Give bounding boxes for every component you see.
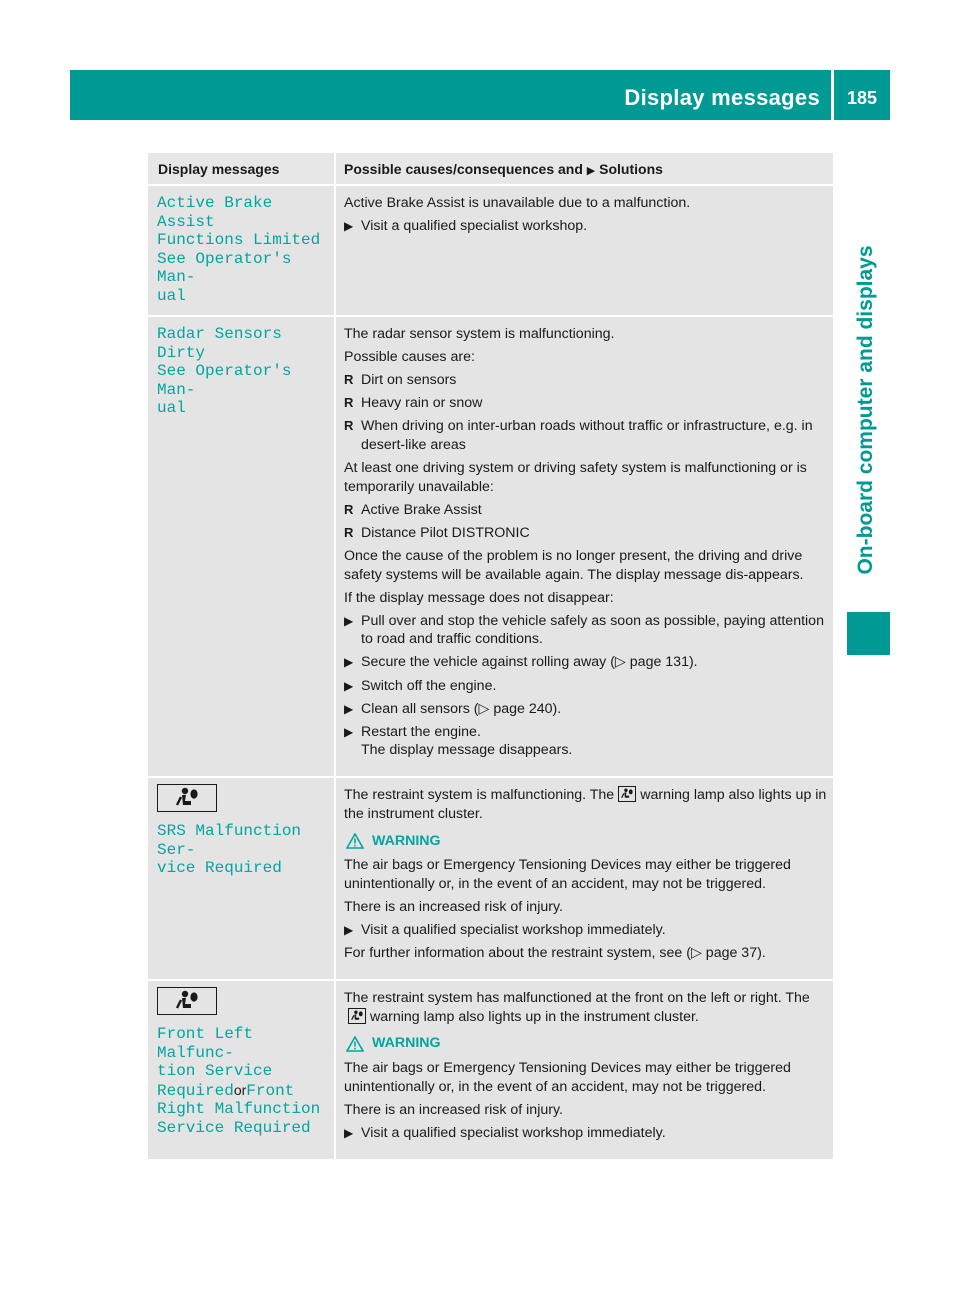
seated-person-airbag-icon [172,990,202,1012]
step-arrow-icon: ▶ [344,724,354,739]
list-item [344,524,827,543]
airbag-warning-lamp-icon [157,987,217,1015]
step-text: Switch off the engine. [361,677,497,694]
paragraph-text: If the display message does not disappear: [344,589,614,606]
step-arrow-icon: ▶ [344,219,354,234]
table-header-row [148,153,833,185]
solution-content [336,186,833,252]
airbag-warning-lamp-icon [157,784,217,812]
solution-triangle-icon: ▶ [586,165,596,177]
risk-text: There is an increased risk of injury. [344,1101,563,1118]
solution-content [336,981,833,1159]
table-row [148,316,833,777]
page-title: Display messages [624,85,820,110]
further-info-text: For further information about the restraint system, see (▷ page 37). [344,945,766,962]
warning-triangle-icon [346,1036,364,1052]
display-message-text [148,1025,334,1147]
step-text: Restart the engine. The display message disappears. [361,723,573,759]
step-arrow-icon: ▶ [344,701,354,716]
list-marker-icon: R [344,395,354,411]
solution-content [336,317,833,776]
solution-cell [335,980,833,1160]
step-arrow-icon: ▶ [344,678,354,693]
solution-cell [335,777,833,980]
table-row [148,980,833,1160]
table-row [148,777,833,980]
solution-content [336,778,833,979]
warning-text: The air bags or Emergency Tensioning Devices may either be triggered unintentionally or, in the event of an accident, may not be triggered. [344,857,791,892]
paragraph-text: The radar sensor system is malfunctioning. [344,326,615,342]
warning-label: WARNING [372,1035,441,1052]
warning-heading [346,832,827,851]
side-tab-block [847,612,890,655]
message-cell [148,777,335,980]
paragraph-text: Once the cause of the problem is no longer present, the driving and drive safety systems will be available again. The display message dis-appears. [344,547,804,583]
solution-cell [335,185,833,316]
step-text: Clean all sensors (▷ page 240). [361,700,562,717]
list-item [344,371,827,390]
step-item [344,677,827,696]
list-marker-icon: R [344,524,354,540]
srs-intro [344,786,827,823]
header-causes-text: Possible causes/consequences and [344,161,583,177]
step-item [344,612,827,649]
message-front-right: Front Right Malfunction Service Required [157,1081,321,1137]
step-text: Secure the vehicle against rolling away (▷ page 131). [361,654,698,671]
list-item [344,417,827,454]
step-arrow-icon: ▶ [344,922,354,937]
display-message-text: SRS Malfunction Ser‐ vice Required [157,822,302,878]
list-item [344,394,827,413]
step-item [344,700,827,719]
step-arrow-icon: ▶ [344,1125,354,1140]
warning-triangle-icon [346,833,364,849]
step-item [344,217,827,236]
message-cell [148,316,335,777]
display-message-text: Radar Sensors Dirty See Operator's Man‐ ual [157,325,292,417]
paragraph-text: Active Brake Assist is unavailable due to a malfunction. [344,195,691,211]
list-text: Active Brake Assist [361,501,482,518]
display-messages-table [148,153,833,1161]
header-causes-solutions [335,153,833,185]
message-or: or [233,1081,247,1098]
table-row [148,185,833,316]
paragraph-text: Possible causes are: [344,349,475,366]
message-front-left: Front Left Malfunc‐ tion Service Required [157,1025,273,1100]
step-arrow-icon: ▶ [344,613,354,628]
front-intro-text-b: warning lamp also lights up in the instrument cluster. [370,1008,699,1025]
message-cell [148,980,335,1160]
risk-text: There is an increased risk of injury. [344,898,563,915]
seated-person-airbag-icon [172,787,202,809]
list-text: Distance Pilot DISTRONIC [361,524,530,541]
front-intro-text-a: The restraint system has malfunctioned at the front on the left or right. The [344,990,810,1007]
list-marker-icon: R [344,501,354,517]
header-solutions-text: Solutions [599,161,663,177]
warning-label: WARNING [372,832,441,849]
solution-cell [335,316,833,777]
list-item [344,501,827,520]
page-header [70,70,890,120]
step-text: Visit a qualified specialist workshop immediately. [361,1124,666,1141]
list-text: When driving on inter-urban roads without traffic or infrastructure, e.g. in desert-like areas [361,418,813,453]
display-message-text: Active Brake Assist Functions Limited See Operator's Man‐ ual [157,194,321,305]
page-number: 185 [846,88,878,108]
list-text: Dirt on sensors [361,372,457,389]
front-intro [344,989,827,1026]
header-display-messages: Display messages [148,153,335,185]
warning-text: The air bags or Emergency Tensioning Devices may either be triggered unintentionally or, in the event of an accident, may not be triggered. [344,1059,791,1095]
step-item [344,1124,827,1143]
step-text: Visit a qualified specialist workshop. [361,218,588,235]
step-arrow-icon: ▶ [344,655,354,670]
step-text: Visit a qualified specialist workshop immediately. [361,921,666,938]
warning-heading [346,1034,827,1053]
airbag-inline-icon [348,1008,366,1024]
step-item [344,653,827,672]
list-marker-icon: R [344,418,354,434]
srs-intro-text-b: warning lamp also lights up in the instrument cluster. [344,787,827,822]
step-text: Pull over and stop the vehicle safely as soon as possible, paying attention to road and traffic conditions. [361,612,824,648]
side-section-text: On-board computer and displays [854,245,877,575]
srs-intro-text-a: The restraint system is malfunctioning. The [344,787,615,804]
list-marker-icon: R [344,372,354,388]
step-item [344,921,827,940]
step-item [344,723,827,760]
paragraph-text: At least one driving system or driving safety system is malfunctioning or is temporarily unavailable: [344,460,807,495]
airbag-inline-icon [618,786,636,802]
message-cell [148,185,335,316]
side-section-label [844,230,888,590]
list-text: Heavy rain or snow [361,395,483,412]
